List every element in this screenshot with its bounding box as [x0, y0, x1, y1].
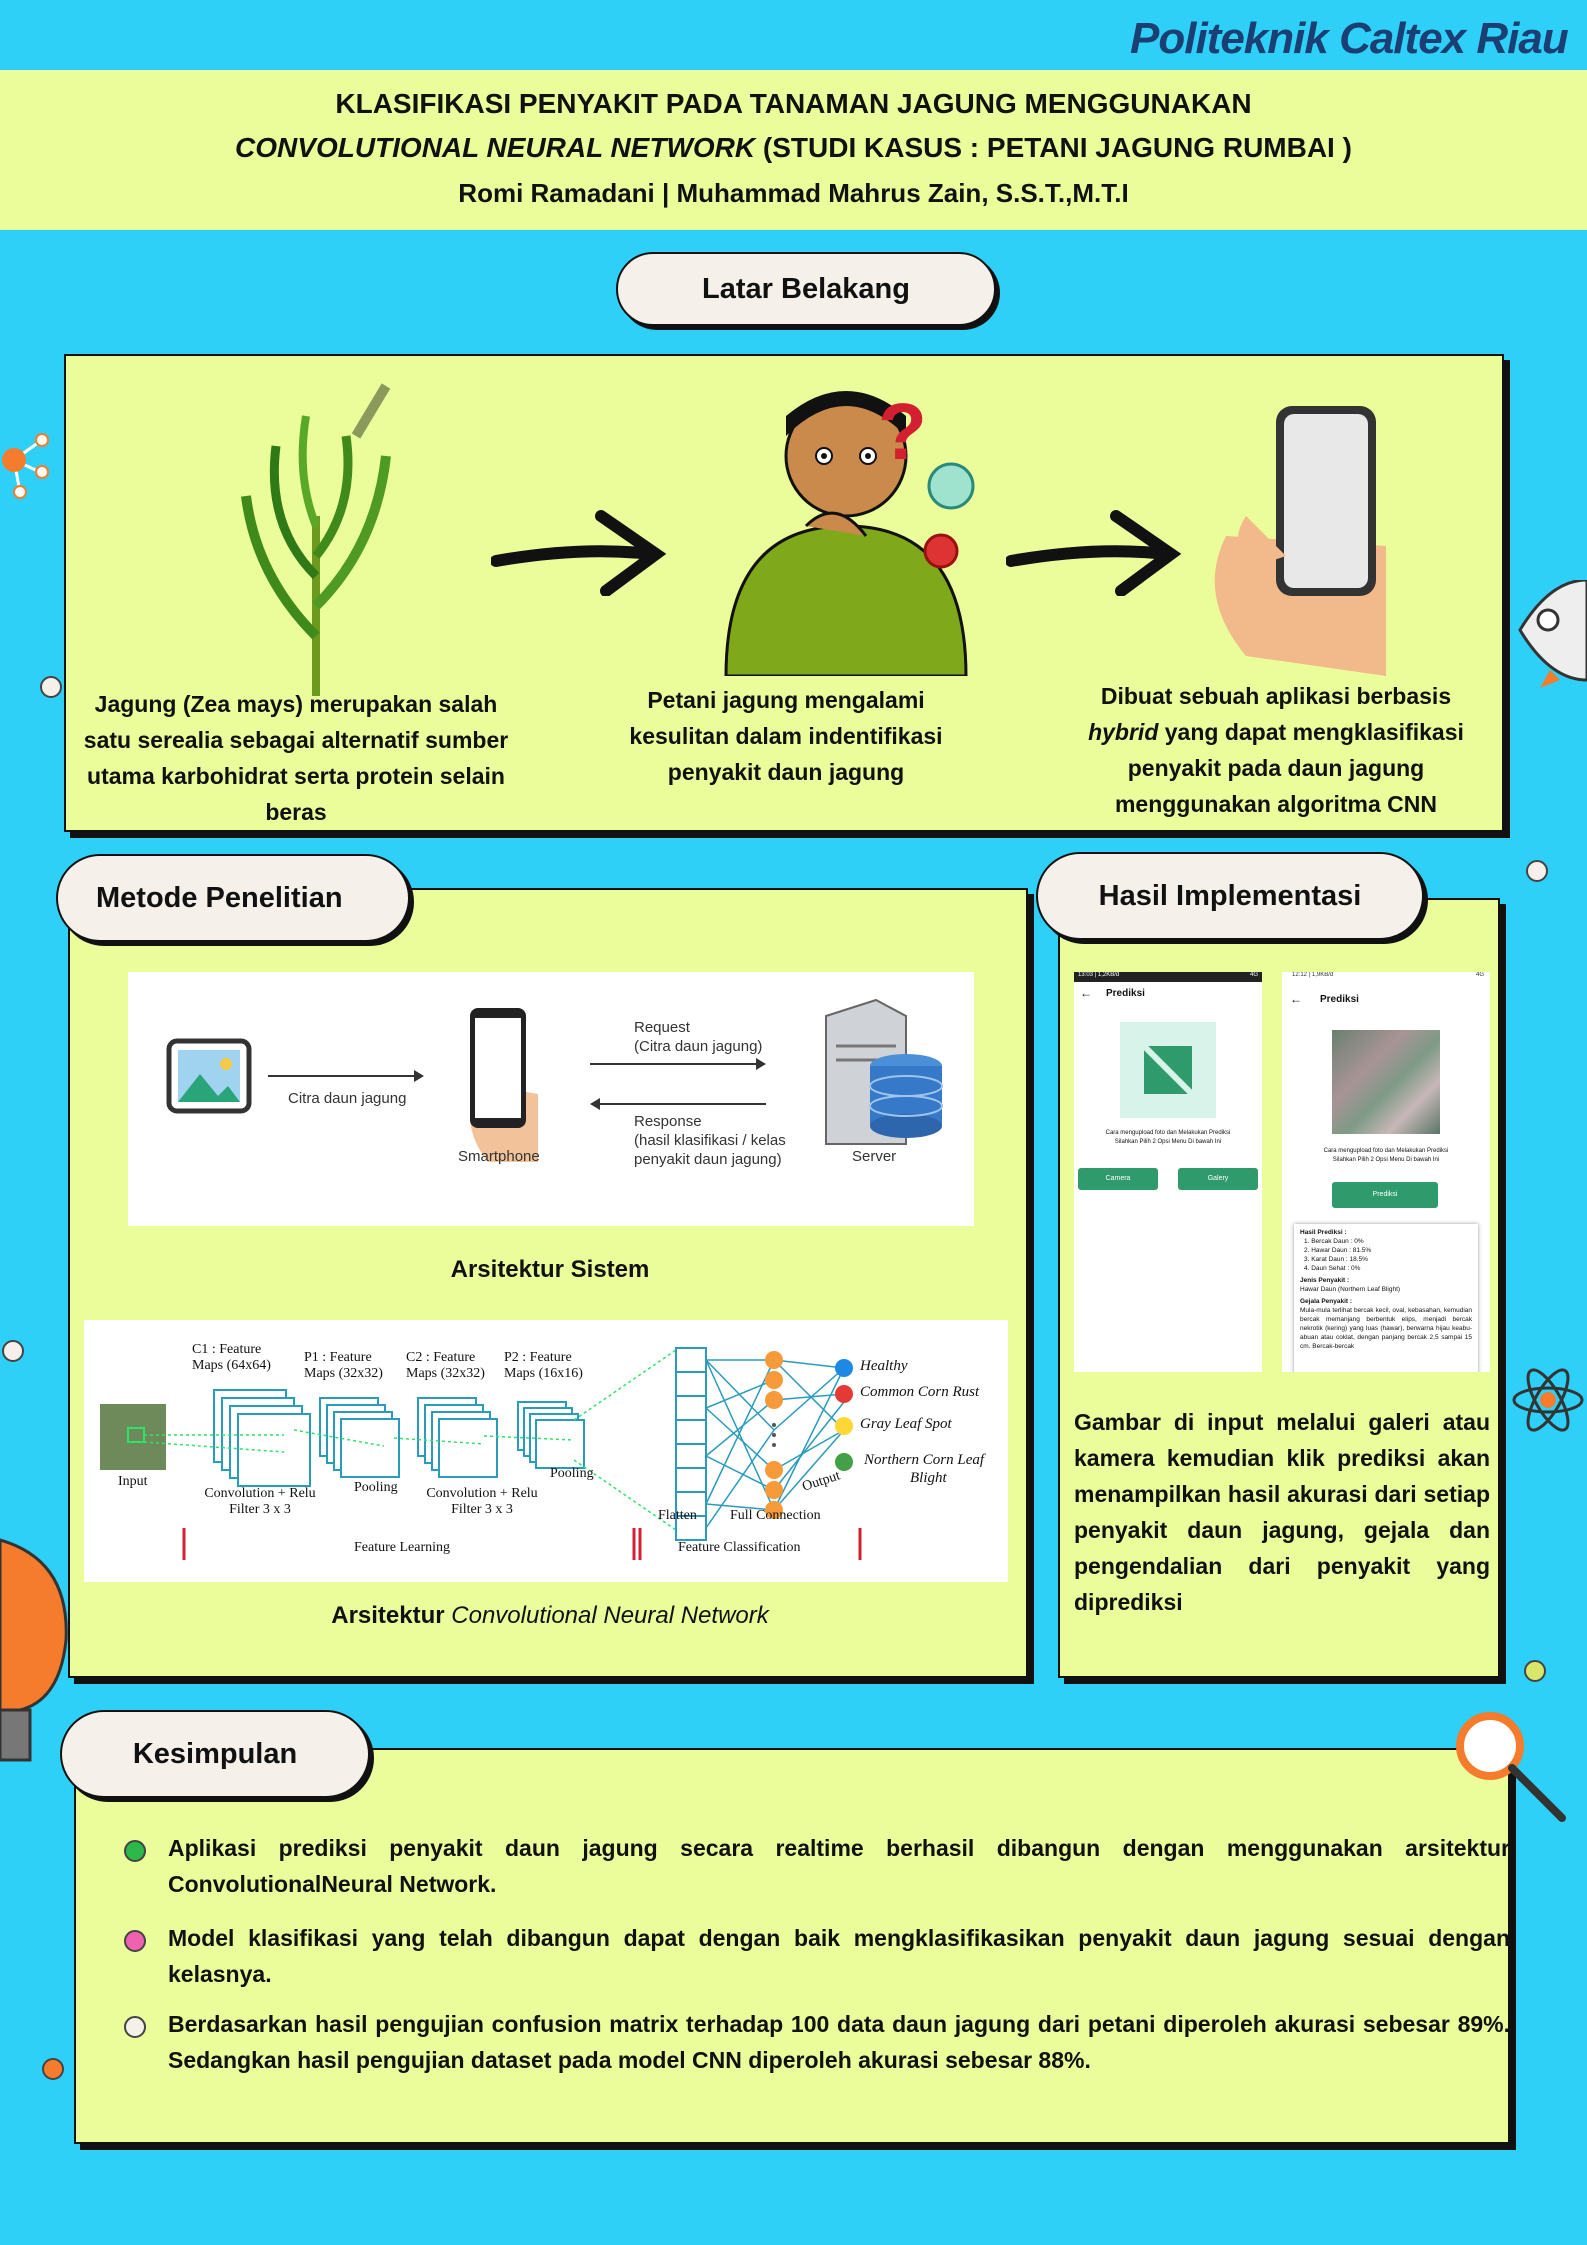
kesimpulan-item-3: Berdasarkan hasil pengujian confusion matrix terhadap 100 data daun jagung dari petani diperoleh akurasi sebesar 89%. Sedangkan hasil pengujian dataset pada model CNN diperoleh akurasi sebesar 88%. [168, 2011, 1510, 2073]
image-icon [166, 1038, 252, 1114]
magnifier-icon [1450, 1706, 1570, 1826]
gejala-value: Mula-mula terlihat bercak kecil, oval, kebasahan, kemudian bercak memanjang berbentuk elips, menjadi bercak nekrotik (kering) yang luas (hawar), berwarna hijau keabu-abuan atau coklat, dengan panjang bercak 2,5 sampai 15 cm. Bercak-bercak [1300, 1307, 1472, 1350]
latar-col-3-italic: hybrid [1088, 719, 1159, 745]
smartphone-label: Smartphone [458, 1148, 540, 1165]
predict-button-label: Prediksi [1372, 1191, 1398, 1198]
galery-button-label: Galery [1207, 1175, 1229, 1182]
result-card [1294, 1224, 1478, 1372]
system-architecture [128, 972, 974, 1226]
result-4: 4. Daun Sehat : 0% [1304, 1265, 1361, 1272]
phone1-hint-1: Cara mengupload foto dan Melakukan Prediksi [1105, 1130, 1231, 1136]
phone-hand-icon [1186, 396, 1406, 676]
decor-circle [40, 676, 62, 698]
edge-label: Citra daun jagung [288, 1090, 407, 1107]
request-sub: (Citra daun jagung) [634, 1038, 763, 1055]
server-label: Server [852, 1148, 897, 1165]
conv1-title: Convolution + Relu [204, 1486, 316, 1501]
gejala-title: Gejala Penyakit : [1300, 1298, 1353, 1305]
predict-button[interactable] [1332, 1182, 1438, 1208]
back-icon-2[interactable]: ← [1290, 992, 1302, 1006]
question-mark: ? [878, 387, 927, 476]
conv2-title: Convolution + Relu [426, 1486, 538, 1501]
class-common-rust: Common Corn Rust [860, 1384, 980, 1400]
metode-heading: Metode Penelitian [56, 854, 410, 942]
c1-sub: Maps (64x64) [192, 1358, 271, 1373]
latar-col-3-a: Dibuat sebuah aplikasi berbasis [1100, 683, 1452, 709]
virus-icon [906, 456, 986, 586]
camera-button[interactable] [1078, 1168, 1158, 1190]
back-icon-1[interactable]: ← [1080, 986, 1092, 1000]
hasil-body: Gambar di input melalui galeri atau kamera kemudian klik prediksi akan menampilkan hasil akurasi dari setiap penyakit daun jagung, gejala dan pengendalian dari penyakit yang diprediksi [1074, 1409, 1490, 1615]
hasil-heading: Hasil Implementasi [1036, 852, 1424, 940]
class-northern-blight: Northern Corn Leaf [864, 1452, 985, 1468]
c2-sub: Maps (32x32) [406, 1366, 485, 1381]
caption-arsitektur-sistem: Arsitektur Sistem [450, 1256, 650, 1283]
metode-panel [68, 888, 1028, 1678]
result-title: Hasil Prediksi : [1300, 1229, 1347, 1236]
leaf-photo [1332, 1030, 1440, 1134]
no-image-icon [1140, 1042, 1196, 1098]
result-3: 3. Karat Daun : 18.5% [1304, 1256, 1368, 1263]
class-northern-blight-2: Blight [910, 1470, 947, 1486]
output-label: Output [800, 1468, 843, 1495]
pool2-label: Pooling [550, 1466, 594, 1481]
no-image-placeholder [1120, 1022, 1216, 1118]
p2-sub: Maps (16x16) [504, 1366, 583, 1381]
title-line-2 [0, 132, 1587, 164]
status-right-1: 4G [1249, 972, 1258, 978]
latar-panel [64, 354, 1504, 832]
status-left-1: 13:03 | 1,2KB/d [1078, 972, 1120, 978]
latar-heading: Latar Belakang [616, 252, 996, 326]
status-right-2: 4G [1475, 972, 1484, 978]
jenis-value: Hawar Daun (Northern Leaf Blight) [1300, 1286, 1401, 1293]
response-label [634, 1112, 786, 1169]
flatten-label: Flatten [658, 1508, 697, 1523]
phone1-title: Prediksi [1106, 988, 1145, 999]
result-2: 2. Hawar Daun : 81.5% [1304, 1247, 1372, 1254]
arrow-right-icon-2 [1006, 506, 1186, 596]
request-title: Request [634, 1019, 690, 1036]
brand-text: Politeknik Caltex Riau [1130, 14, 1568, 63]
class-gray-leaf: Gray Leaf Spot [860, 1416, 952, 1432]
bullet-pink [124, 1930, 146, 1952]
phone2-hint-2: Silahkan Pilih 2 Opsi Menu Di bawah Ini [1332, 1157, 1440, 1163]
feature-learning-label: Feature Learning [354, 1540, 451, 1555]
phone-screen-1 [1074, 972, 1262, 1372]
server-icon [816, 996, 946, 1146]
latar-col-3 [1066, 678, 1486, 822]
p1-title: P1 : Feature [304, 1350, 372, 1365]
title-line-1: KLASIFIKASI PENYAKIT PADA TANAMAN JAGUNG MENGGUNAKAN [335, 88, 1252, 119]
decor-circle [1526, 860, 1548, 882]
request-arrow-icon [588, 1056, 768, 1072]
decor-circle [2, 1340, 24, 1362]
header-band [0, 70, 1587, 230]
caption-cnn-italic: Convolutional Neural Network [451, 1602, 769, 1629]
feature-classification-label: Feature Classification [678, 1540, 801, 1555]
jenis-title: Jenis Penyakit : [1300, 1277, 1350, 1284]
atom-icon [1508, 1360, 1587, 1440]
phone1-hint-2: Silahkan Pilih 2 Opsi Menu Di bawah Ini [1114, 1139, 1222, 1145]
rocket-icon [1510, 580, 1587, 690]
c2-title: C2 : Feature [406, 1350, 476, 1365]
request-label [634, 1018, 762, 1056]
status-left-2: 12:12 | 1,9KB/d [1292, 972, 1334, 978]
latar-col-2: Petani jagung mengalami kesulitan dalam indentifikasi penyakit daun jagung [629, 687, 943, 785]
conv1-sub: Filter 3 x 3 [229, 1502, 291, 1517]
pool1-label: Pooling [354, 1480, 398, 1495]
decor-circle [1524, 1660, 1546, 1682]
smartphone-icon [458, 1004, 538, 1164]
kesimpulan-item-2: Model klasifikasi yang telah dibangun dapat dengan baik mengklasifikasikan penyakit daun jagung sesuai dengan kelasnya. [168, 1925, 1510, 1987]
hasil-panel [1058, 898, 1500, 1678]
p2-title: P2 : Feature [504, 1350, 572, 1365]
conv2-sub: Filter 3 x 3 [451, 1502, 513, 1517]
arrow-citra-icon [266, 1068, 426, 1084]
arrow-right-icon [491, 506, 671, 596]
bullet-white [124, 2016, 146, 2038]
title-rest: (STUDI KASUS : PETANI JAGUNG RUMBAI ) [755, 132, 1352, 163]
authors: Romi Ramadani | Muhammad Mahrus Zain, S.S.T.,M.T.I [458, 178, 1129, 208]
conv1-label [180, 1486, 340, 1518]
kesimpulan-item-1: Aplikasi prediksi penyakit daun jagung secara realtime berhasil dibangun dengan menggunakan arsitektur ConvolutionalNeural Network. [168, 1835, 1510, 1897]
bullet-green [124, 1840, 146, 1862]
c1-title: C1 : Feature [192, 1342, 262, 1357]
fc-label: Full Connection [730, 1508, 821, 1523]
cnn-architecture [84, 1320, 1008, 1582]
corn-plant-icon [236, 376, 396, 696]
galery-button[interactable] [1178, 1168, 1258, 1190]
latar-col-1: Jagung (Zea mays) merupakan salah satu serealia sebagai alternatif sumber utama karbohidrat serta protein selain beras [83, 691, 509, 825]
kesimpulan-panel [74, 1748, 1510, 2144]
status-bar-2 [1282, 972, 1490, 982]
response-arrow-icon [588, 1096, 768, 1112]
latar-col-3-b: yang dapat mengklasifikasi penyakit pada daun jagung menggunakan algoritma CNN [1114, 719, 1464, 817]
phone2-title: Prediksi [1320, 994, 1359, 1005]
response-sub-1: (hasil klasifikasi / kelas [634, 1132, 786, 1149]
lightbulb-icon [0, 1500, 70, 1780]
title-italic: CONVOLUTIONAL NEURAL NETWORK [235, 132, 756, 163]
class-healthy: Healthy [860, 1358, 908, 1374]
phone2-hint-1: Cara mengupload foto dan Melakukan Prediksi [1323, 1148, 1449, 1154]
kesimpulan-heading: Kesimpulan [60, 1710, 370, 1798]
phone-screen-2 [1282, 972, 1490, 1372]
response-sub-2: penyakit daun jagung) [634, 1151, 782, 1168]
caption-arsitektur-cnn [70, 1602, 1030, 1630]
result-1: 1. Bercak Daun : 0% [1304, 1238, 1364, 1245]
response-title: Response [634, 1113, 702, 1130]
brand-logo [1130, 14, 1570, 70]
p1-sub: Maps (32x32) [304, 1366, 383, 1381]
decor-circle [42, 2058, 64, 2080]
input-label: Input [118, 1474, 148, 1489]
caption-cnn-a: Arsitektur [331, 1602, 452, 1629]
molecule-icon [0, 420, 56, 500]
status-bar-1 [1074, 972, 1262, 982]
camera-button-label: Camera [1105, 1175, 1131, 1182]
conv2-label [402, 1486, 562, 1518]
